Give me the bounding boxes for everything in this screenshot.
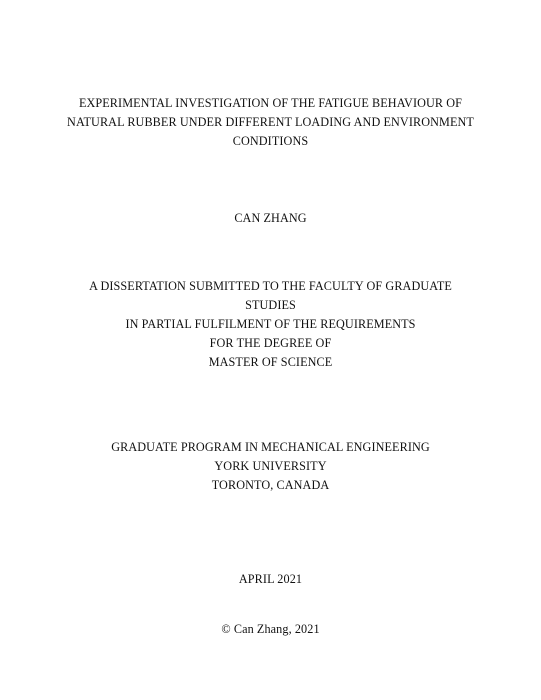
copyright-notice [30,620,511,639]
program-line: GRADUATE PROGRAM IN MECHANICAL ENGINEERING [111,440,430,454]
submission-line: IN PARTIAL FULFILMENT OF THE REQUIREMENTS [125,317,416,331]
location-line: TORONTO, CANADA [211,478,330,492]
submission-line: FOR THE DEGREE OF [209,336,332,350]
title-line: NATURAL RUBBER UNDER DIFFERENT LOADING AND ENVIRONMENT [67,115,474,129]
program-institution [30,438,511,495]
submission-date [30,570,511,589]
submission-line: A DISSERTATION SUBMITTED TO THE FACULTY OF GRADUATE [89,279,452,293]
degree-line: MASTER OF SCIENCE [208,355,333,369]
author-name [30,209,511,228]
date-line: APRIL 2021 [238,572,303,586]
submission-line: STUDIES [245,298,296,312]
copyright-line: © Can Zhang, 2021 [221,622,320,636]
title-line: CONDITIONS [232,134,309,148]
submission-statement [30,277,511,372]
dissertation-title [30,94,511,151]
title-line: EXPERIMENTAL INVESTIGATION OF THE FATIGUE BEHAVIOUR OF [78,96,463,110]
author-line: CAN ZHANG [234,211,307,225]
university-line: YORK UNIVERSITY [214,459,327,473]
